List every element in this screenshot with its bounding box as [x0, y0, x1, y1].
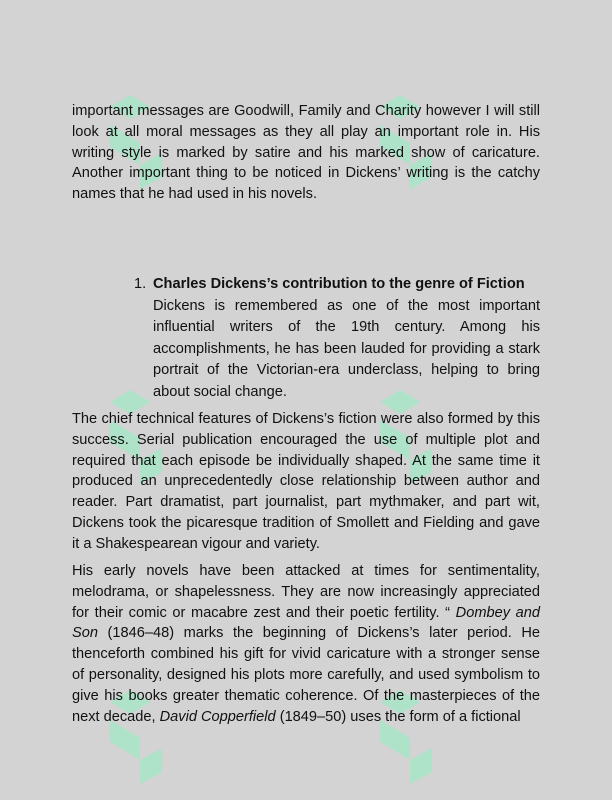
list-item-body: Dickens is remembered as one of the most important influential writers of the 19th century. Among his accomplishments, he has been lauded for providing a stark portrait of the Victorian-era underclass, helping to bring about social change. — [153, 297, 540, 400]
list-item-heading: Charles Dickens’s contribution to the genre of Fiction — [153, 276, 525, 292]
paragraph-moral-messages: important messages are Goodwill, Family and Charity however I will still look at all moral messages as they all play an important role in. His writing style is marked by satire and his marked show of caricature. Another important thing to be noticed in Dickens’ writing is the catchy names that he had used in his novels. — [72, 103, 540, 203]
paragraph-technical-features: The chief technical features of Dickens’s fiction were also formed by this success. Serial publication encouraged the use of multiple plot and required that each episode be individually shaped. At the same time it produced an unprecedentedly close relationship between author and reader. Part dramatist, part journalist, part mythmaker, and part wit, Dickens took the picaresque tradition of Smollett and Fielding and gave it a Shakespearean vigour and variety. — [72, 411, 540, 552]
paragraph-text: (1849–50) uses the form of a fictional — [275, 708, 521, 725]
list-item-content — [153, 274, 540, 404]
paragraph-text: (1846–48) marks the beginning of Dickens’s later period. He thenceforth combined his gift for vivid caricature with a stronger sense of personality, designed his plots more carefully, and used symbolism to give his books greater thematic coherence. Of the masterpieces of the next decade, — [72, 625, 540, 725]
book-title-dombey: Dombey and Son — [72, 604, 540, 642]
list-number: 1. — [134, 276, 147, 292]
paragraph-text: His early novels have been attacked at times for sentimentality, melodrama, or shapelessness. They are now increasingly appreciated for their comic or macabre zest and their poetic fertility. “ — [72, 563, 540, 621]
book-title-copperfield: David Copperfield — [159, 708, 276, 725]
paragraph-early-novels — [72, 561, 540, 727]
